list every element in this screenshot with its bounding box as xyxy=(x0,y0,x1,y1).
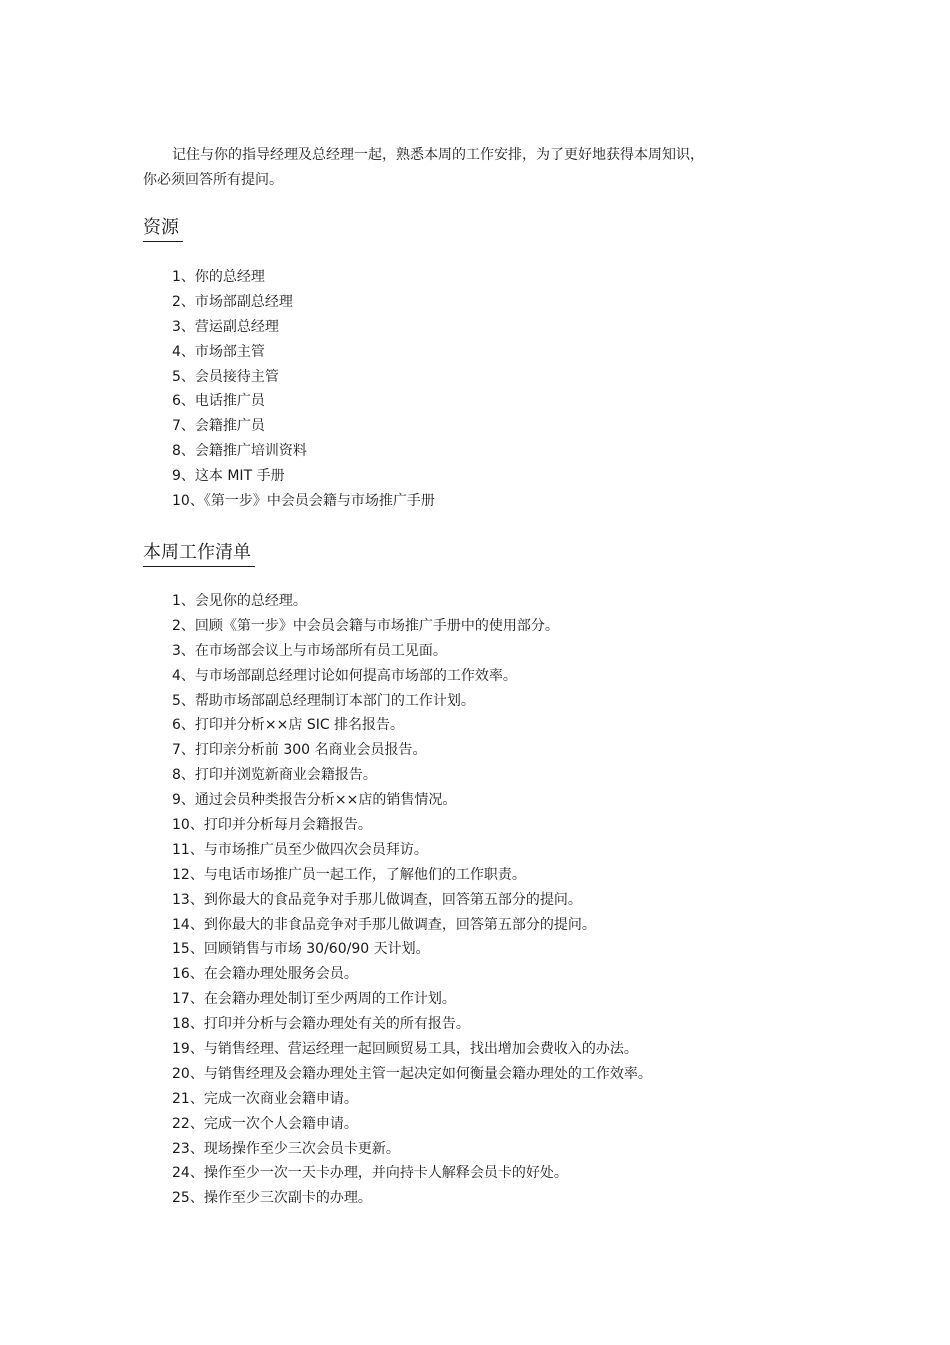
list-item: 7、打印亲分析前 300 名商业会员报告。 xyxy=(172,742,427,759)
list-item: 2、回顾《第一步》中会员会籍与市场推广手册中的使用部分。 xyxy=(172,617,559,634)
list-item: 9、通过会员种类报告分析××店的销售情况。 xyxy=(172,792,457,809)
resources-heading: 资源 xyxy=(143,215,183,242)
list-item: 3、营运副总经理 xyxy=(172,318,279,335)
list-item: 18、打印并分析与会籍办理处有关的所有报告。 xyxy=(172,1016,470,1033)
list-item: 2、市场部副总经理 xyxy=(172,293,293,310)
list-item: 3、在市场部会议上与市场部所有员工见面。 xyxy=(172,642,447,659)
list-item: 21、完成一次商业会籍申请。 xyxy=(172,1090,358,1107)
intro-line-2: 你必须回答所有提问。 xyxy=(143,172,283,188)
list-item: 4、与市场部副总经理讨论如何提高市场部的工作效率。 xyxy=(172,667,517,684)
list-item: 22、完成一次个人会籍申请。 xyxy=(172,1115,358,1132)
list-item: 4、市场部主管 xyxy=(172,343,265,360)
list-item: 8、打印并浏览新商业会籍报告。 xyxy=(172,767,377,784)
checklist-heading: 本周工作清单 xyxy=(143,540,255,567)
list-item: 6、电话推广员 xyxy=(172,393,265,410)
list-item: 5、会员接待主管 xyxy=(172,368,279,385)
resources-list xyxy=(172,265,435,514)
list-item: 1、会见你的总经理。 xyxy=(172,593,307,609)
list-item: 6、打印并分析××店 SIC 排名报告。 xyxy=(172,717,405,734)
list-item: 23、现场操作至少三次会员卡更新。 xyxy=(172,1140,400,1157)
list-item: 19、与销售经理、营运经理一起回顾贸易工具，找出增加会费收入的办法。 xyxy=(172,1041,638,1058)
list-item: 25、操作至少三次副卡的办理。 xyxy=(172,1190,372,1207)
list-item: 24、操作至少一次一天卡办理，并向持卡人解释会员卡的好处。 xyxy=(172,1165,568,1182)
list-item: 20、与销售经理及会籍办理处主管一起决定如何衡量会籍办理处的工作效率。 xyxy=(172,1065,652,1082)
list-item: 17、在会籍办理处制订至少两周的工作计划。 xyxy=(172,991,456,1008)
list-item: 15、回顾销售与市场 30/60/90 天计划。 xyxy=(172,941,430,958)
list-item: 7、会籍推广员 xyxy=(172,418,265,435)
intro-paragraph xyxy=(143,143,763,193)
list-item: 10、打印并分析每月会籍报告。 xyxy=(172,817,372,834)
list-item: 16、在会籍办理处服务会员。 xyxy=(172,966,358,983)
checklist-list xyxy=(172,589,652,1211)
intro-line-1: 记住与你的指导经理及总经理一起，熟悉本周的工作安排，为了更好地获得本周知识， xyxy=(172,147,704,163)
list-item: 10、《第一步》中会员会籍与市场推广手册 xyxy=(172,493,435,510)
list-item: 8、会籍推广培训资料 xyxy=(172,443,307,460)
list-item: 12、与电话市场推广员一起工作，了解他们的工作职责。 xyxy=(172,866,526,883)
list-item: 1、你的总经理 xyxy=(172,269,265,285)
list-item: 9、这本 MIT 手册 xyxy=(172,468,285,485)
list-item: 14、到你最大的非食品竞争对手那儿做调查，回答第五部分的提问。 xyxy=(172,916,596,933)
list-item: 13、到你最大的食品竞争对手那儿做调查，回答第五部分的提问。 xyxy=(172,891,582,908)
list-item: 11、与市场推广员至少做四次会员拜访。 xyxy=(172,841,428,858)
list-item: 5、帮助市场部副总经理制订本部门的工作计划。 xyxy=(172,692,475,709)
